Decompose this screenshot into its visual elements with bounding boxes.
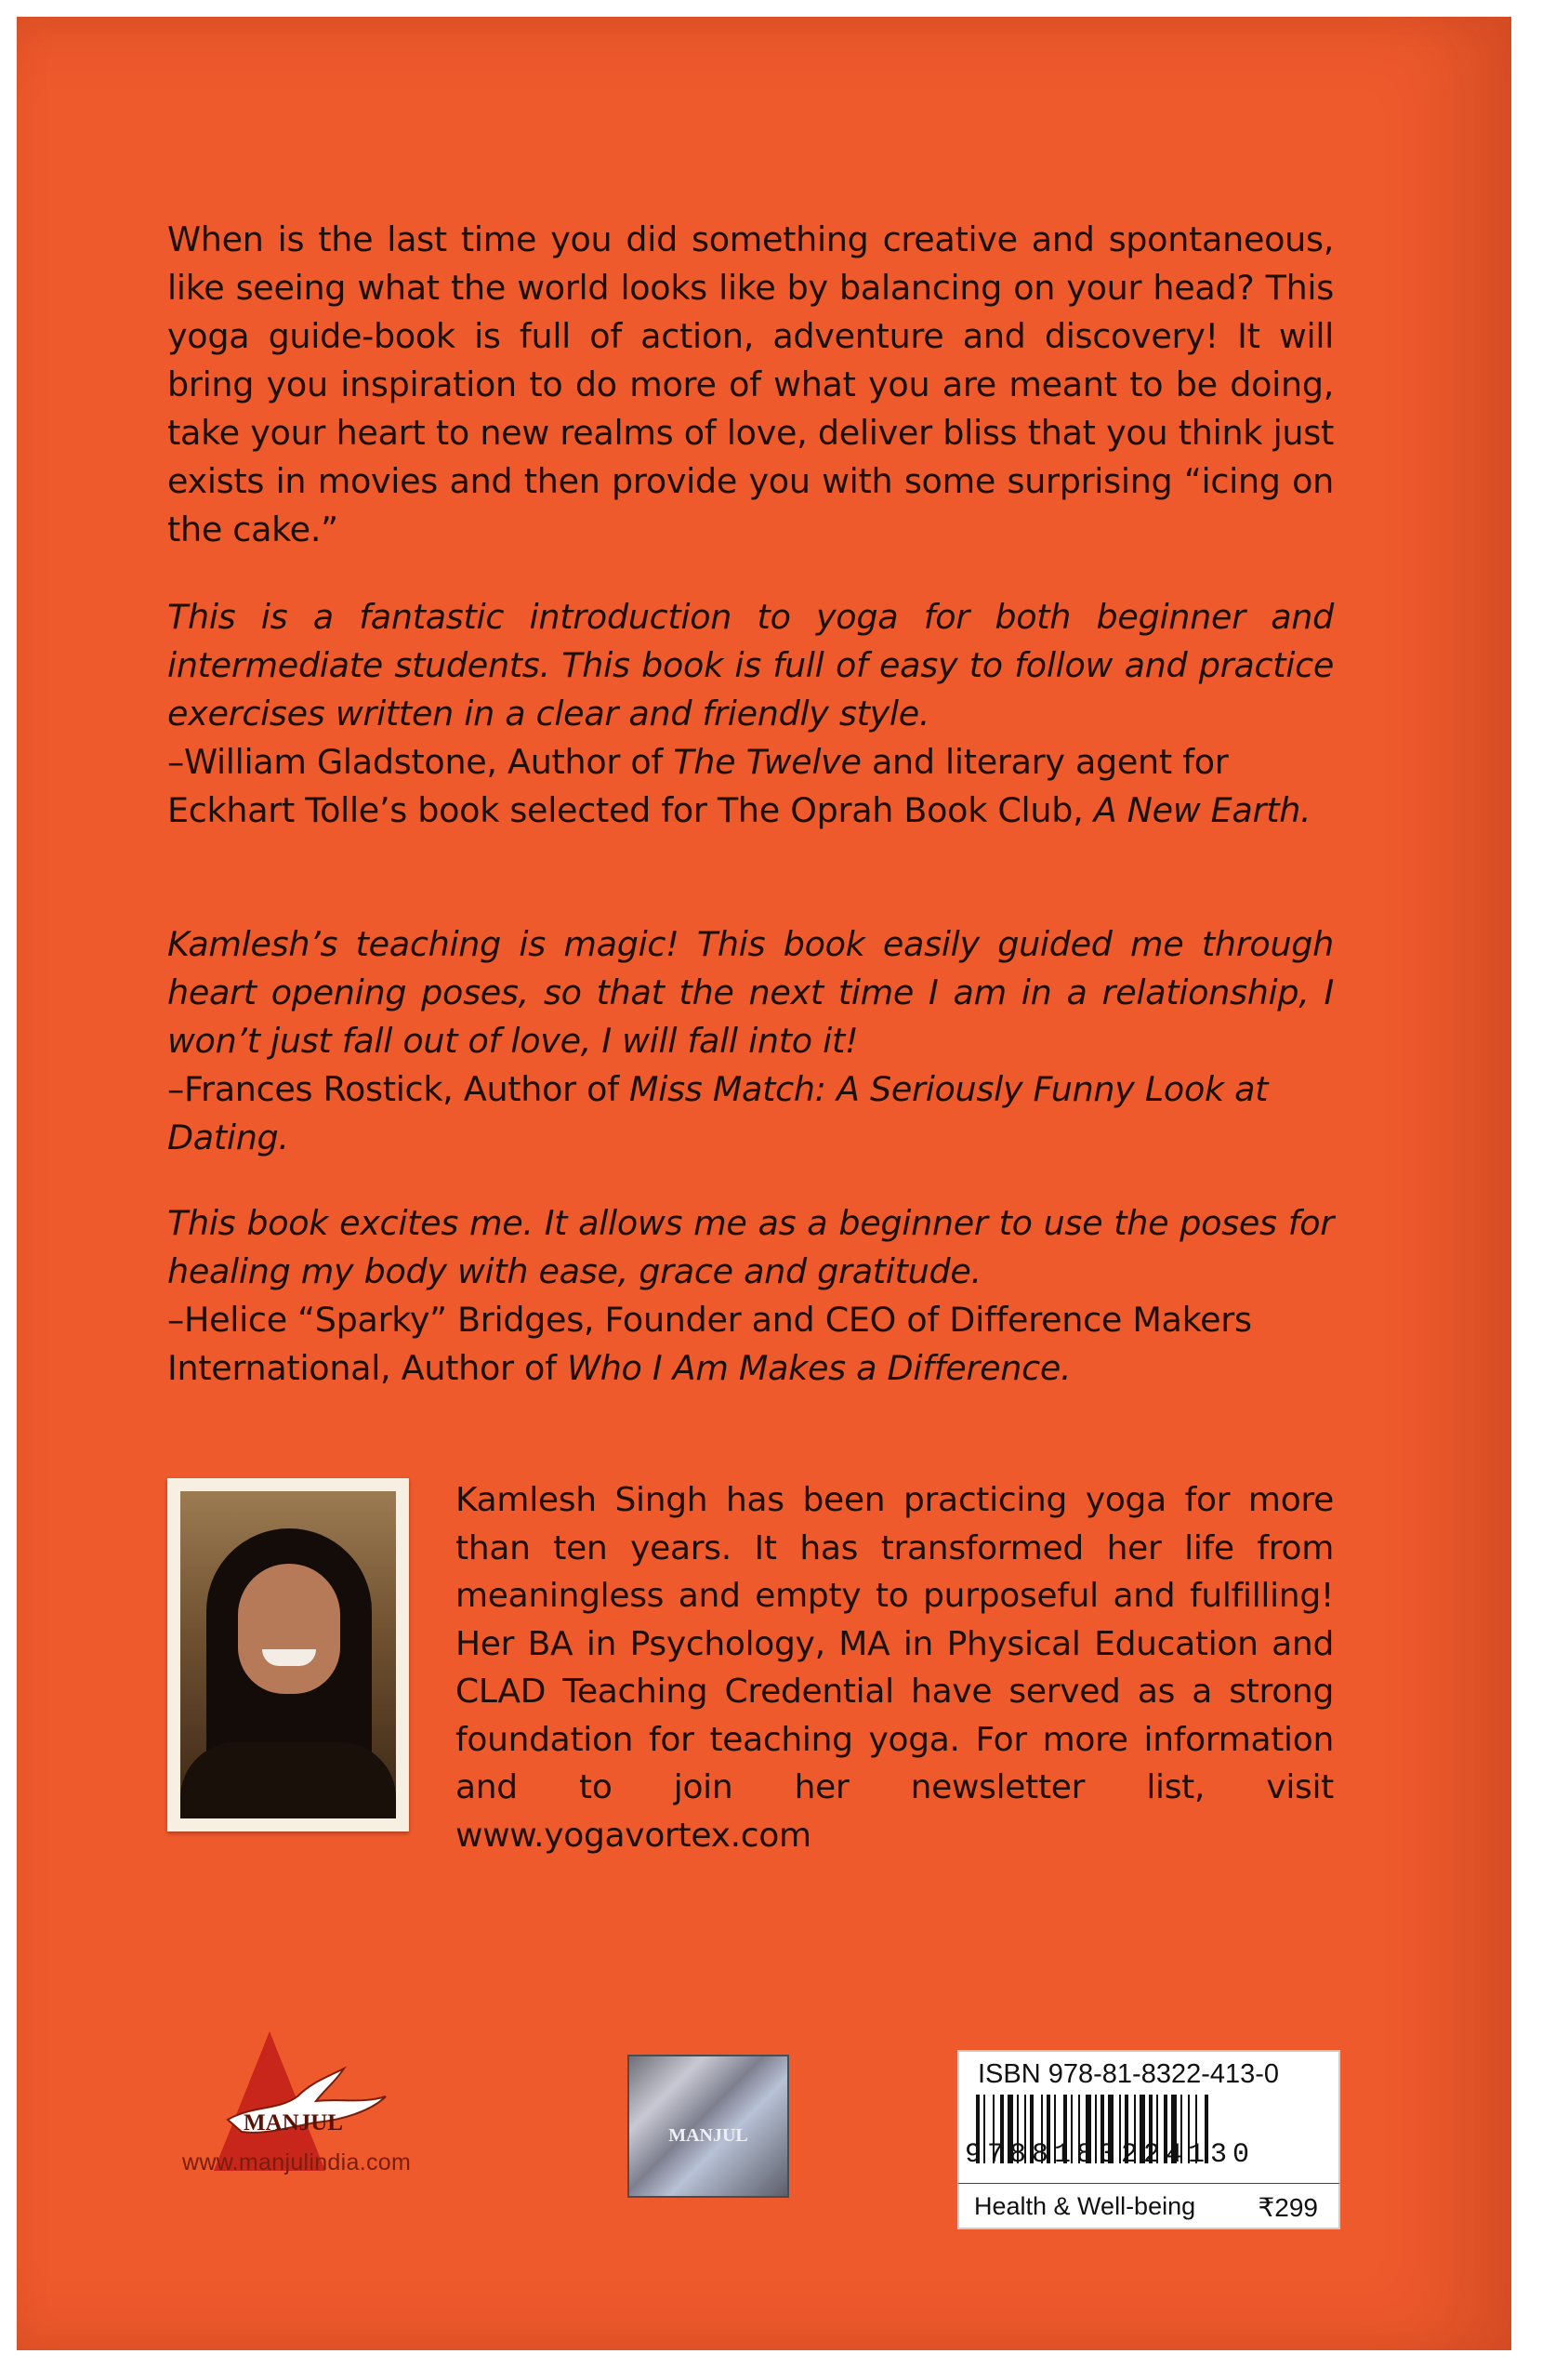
credit-1-title-1: The Twelve (673, 742, 862, 782)
blurb-paragraph (167, 216, 1334, 554)
credit-3-title: Who I Am Makes a Difference. (566, 1348, 1072, 1388)
credit-1-prefix: –William Gladstone, Author of (167, 742, 674, 782)
isbn-barcode (957, 2050, 1340, 2199)
credit-2-prefix: –Frances Rostick, Author of (167, 1069, 630, 1109)
testimonial-3-credit (167, 1296, 1334, 1393)
portrait-face (238, 1564, 340, 1694)
publisher-name: MANJUL (244, 2110, 343, 2135)
isbn-label: ISBN 978-81-8322-413-0 (978, 2059, 1280, 2089)
barcode-digits: 9788183224130 (965, 2139, 1256, 2171)
portrait-shoulders (180, 1742, 396, 1818)
price-sticker (957, 2183, 1340, 2229)
author-portrait (180, 1491, 396, 1818)
portrait-smile (262, 1649, 316, 1666)
publisher-url: www.manjulindia.com (182, 2149, 412, 2175)
author-photo (167, 1478, 409, 1831)
credit-2-title: Miss Match: A Seriously Funny Look at Dating. (167, 1069, 1269, 1157)
category-label: Health & Well-being (974, 2192, 1196, 2220)
author-bio: Kamlesh Singh has been practicing yoga for more than ten years. It has transformed her life from meaningless and empty to purposeful and fulfilling! Her BA in Psychology, MA in Physical Education and CLAD Teaching Credential have served as a strong foundation for teaching yoga. For more information and to join her newsletter list, visit www.yogavortex.com (455, 1481, 1334, 1855)
testimonial-1 (167, 593, 1334, 835)
credit-1-mid: and literary agent for Eckhart Tolle’s book selected for The Oprah Book Club, (167, 742, 1229, 830)
testimonial-1-text: This is a fantastic introduction to yoga for both beginner and intermediate students. This book is full of easy to follow and practice exercises written in a clear and friendly style. (167, 597, 1334, 734)
testimonial-2-text: Kamlesh’s teaching is magic! This book easily guided me through heart opening poses, so that the next time I am in a relationship, I won’t just fall out of love, I will fall into it! (167, 924, 1334, 1061)
credit-3-prefix: –Helice “Sparky” Bridges, Founder and CEO of Difference Makers International, Author of (167, 1300, 1252, 1388)
testimonial-3-text: This book excites me. It allows me as a beginner to use the poses for healing my body with ease, grace and gratitude. (167, 1203, 1334, 1291)
price-label: ₹299 (1258, 2193, 1318, 2222)
blurb-text: When is the last time you did something creative and spontaneous, like seeing what the world looks like by balancing on your head? This yoga guide-book is full of action, adventure and discovery! It will bring you inspiration to do more of what you are meant to be doing, take your heart to new realms of love, deliver bliss that you think just exists in movies and then provide you with some surprising “icing on the cake.” (167, 219, 1334, 549)
testimonial-3 (167, 1199, 1334, 1393)
hologram-sticker (627, 2055, 789, 2198)
testimonial-2 (167, 920, 1334, 1162)
testimonial-1-credit (167, 738, 1334, 835)
credit-1-title-2: A New Earth. (1093, 790, 1311, 830)
hologram-label: MANJUL (668, 2125, 748, 2146)
testimonial-2-credit (167, 1065, 1334, 1162)
